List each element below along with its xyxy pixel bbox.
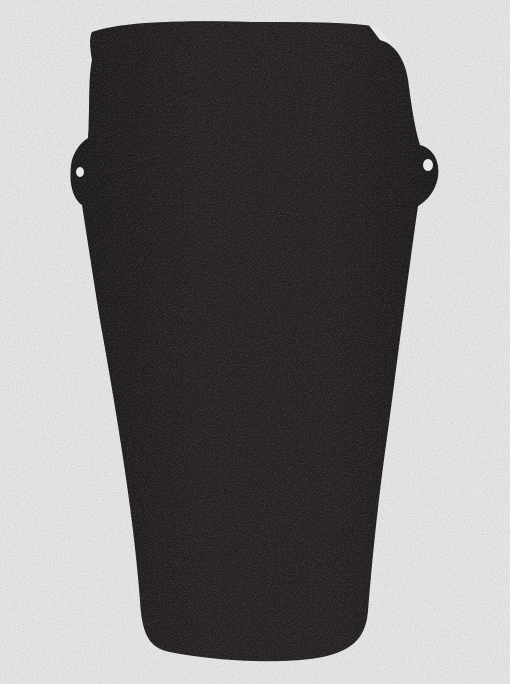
left-lug-handle-hole bbox=[76, 167, 84, 177]
right-lug-handle-hole bbox=[423, 159, 433, 171]
